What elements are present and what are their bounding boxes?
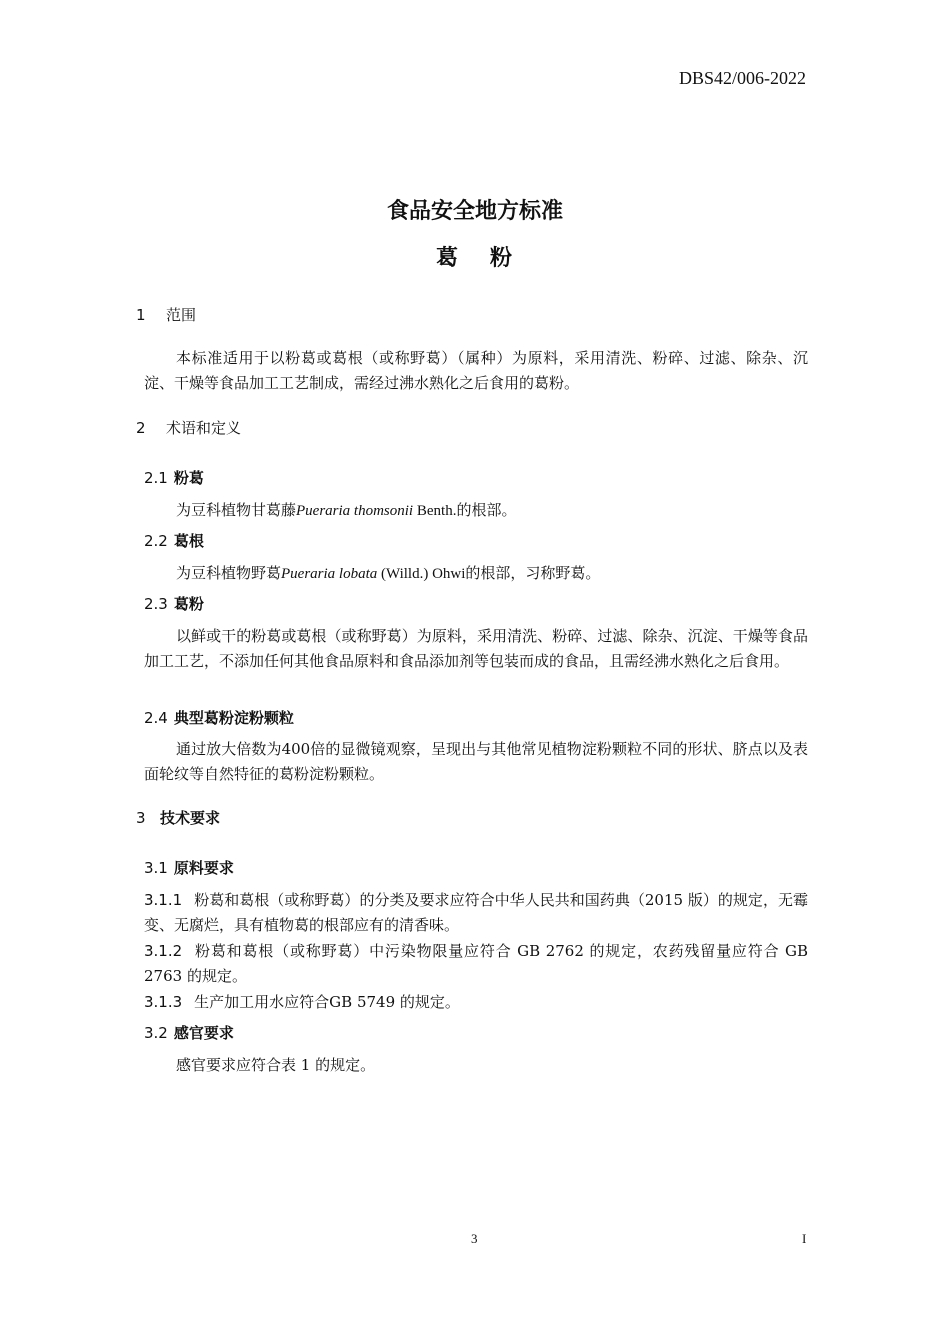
clause-3-1-2 [144, 939, 808, 989]
clause-title: 感官要求 [173, 1024, 234, 1042]
section-3-heading [136, 807, 220, 828]
clause-3-2-text: 感官要求应符合表 1 的规定。 [176, 1056, 376, 1074]
clause-text: 粉葛和葛根（或称野葛）中污染物限量应符合 GB 2762 的规定，农药残留量应符合 GB 2763 的规定。 [144, 942, 808, 985]
section-1-paragraph: 本标准适用于以粉葛或葛根（或称野葛）（属种）为原料，采用清洗、粉碎、过滤、除杂、沉淀、干燥等食品加工工艺制成，需经过沸水熟化之后食用的葛粉。 [144, 349, 808, 392]
definition-2-4-text: 通过放大倍数为400倍的显微镜观察，呈现出与其他常见植物淀粉颗粒不同的形状、脐点以及表面轮纹等自然特征的葛粉淀粉颗粒。 [144, 740, 808, 783]
document-subtitle [0, 241, 950, 272]
clause-title: 原料要求 [173, 859, 234, 877]
definition-2-3-heading [144, 593, 204, 614]
subtitle-char-1: 葛 [435, 246, 460, 271]
clause-3-2-heading [144, 1022, 234, 1043]
page-number: 3 [471, 1231, 478, 1246]
section-title: 术语和定义 [166, 419, 242, 437]
text-run: 为豆科植物野葛 [176, 564, 282, 582]
author-citation: Benth. [413, 503, 457, 519]
clause-number: 2.2 [144, 532, 168, 550]
clause-text: 生产加工用水应符合GB 5749 的规定。 [194, 993, 460, 1011]
clause-number: 3.2 [144, 1024, 168, 1042]
clause-text: 粉葛和葛根（或称野葛）的分类及要求应符合中华人民共和国药典（2015 版）的规定，无霉变、无腐烂，具有植物葛的根部应有的清香味。 [144, 891, 808, 934]
clause-3-1-3 [144, 990, 808, 1015]
document-title: 食品安全地方标准 [386, 199, 563, 224]
text-run: 的根部。 [456, 501, 517, 519]
clause-title: 葛粉 [173, 595, 204, 613]
definition-2-2-text [144, 561, 808, 587]
clause-number: 3.1.3 [144, 993, 183, 1011]
clause-title: 粉葛 [173, 469, 204, 487]
text-run: 的根部，习称野葛。 [465, 564, 601, 582]
clause-number: 2.4 [144, 709, 168, 727]
section-number: 3 [136, 809, 146, 827]
section-1-heading [136, 304, 196, 325]
clause-number: 2.1 [144, 469, 168, 487]
definition-2-4-heading [144, 707, 294, 728]
definition-2-1-text [144, 498, 808, 524]
clause-title: 典型葛粉淀粉颗粒 [173, 709, 294, 727]
definition-2-2-heading [144, 530, 204, 551]
clause-3-1-heading [144, 857, 234, 878]
latin-name: Pueraria lobata [281, 566, 378, 582]
section-2-heading [136, 417, 241, 438]
latin-name: Pueraria thomsonii [296, 503, 414, 519]
definition-2-1-heading [144, 467, 204, 488]
clause-3-1-1 [144, 888, 808, 938]
section-number: 2 [136, 419, 146, 437]
section-title: 技术要求 [160, 809, 221, 827]
section-number: 1 [136, 306, 146, 324]
clause-title: 葛根 [173, 532, 204, 550]
roman-page-marker: I [802, 1231, 807, 1246]
author-citation: (Willd.) Ohwi [377, 566, 466, 582]
section-title: 范围 [166, 306, 197, 324]
subtitle-char-2: 粉 [490, 246, 515, 271]
definition-2-3-text: 以鲜或干的粉葛或葛根（或称野葛）为原料，采用清洗、粉碎、过滤、除杂、沉淀、干燥等食品加工工艺，不添加任何其他食品原料和食品添加剂等包装而成的食品，且需经沸水熟化之后食用。 [144, 627, 808, 670]
standard-code: DBS42/006-2022 [678, 68, 806, 88]
clause-number: 2.3 [144, 595, 168, 613]
text-run: 为豆科植物甘葛藤 [176, 501, 297, 519]
clause-number: 3.1.2 [144, 942, 183, 960]
clause-number: 3.1.1 [144, 891, 183, 909]
clause-number: 3.1 [144, 859, 168, 877]
